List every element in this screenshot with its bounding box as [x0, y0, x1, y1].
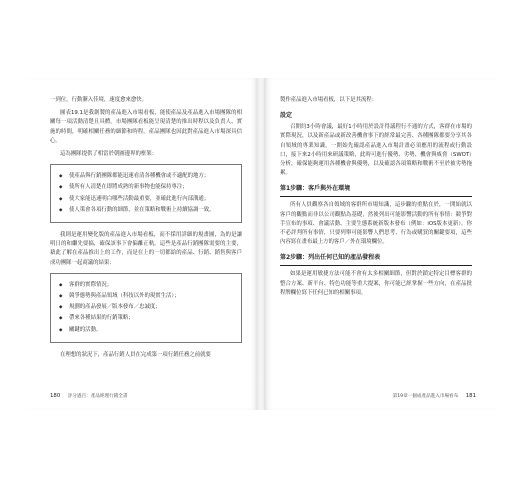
section-heading: 第1步驟：客戶與外在環境 [280, 185, 351, 193]
paragraph: 召開約3小時會議，最好1小時用於設計得議程行不通的方式，客群在市場的實際現況，以及新產品或新改善機會事下的經常最完善、各種團隊都要分享其各自領域的專業知識。一開始先確認產品進入市場計畫必須應用的流程或行動設口，接下來2小時用來研議策略，此時可進行優勢、劣勢、機會與威脅（SWOT）分析，確保能夠運用各種機會與優勢，以及確認各項策略和戰術不至於被劣勢拖累。 [280, 124, 472, 177]
paragraph: 我則是運用變化版的產品進入市場看板，而不採用詳細的規畫圖，為的是讓明日的和繼先要搞，確保該事下會偏離正軌。這些是產品行銷團隊需要的主要，藉此了解在產品推出上的工作，而是在上的一切都給的產品、行銷、銷售與客戶成功團隊一起商議的結果： [50, 232, 242, 266]
page-number: 181 [465, 393, 476, 399]
right-page-body [280, 96, 472, 302]
section-heading: 設定 [280, 112, 293, 120]
running-head: 第19章一個成產品進入市場看布 [392, 394, 459, 399]
list-item: ◆ 使大家能迅速明白哪些活動最重要，並確此進行內部溝通； [59, 195, 235, 204]
list-item: ◆ 競爭態勢與產品領域（科技以外的現實生活）； [59, 292, 235, 301]
left-page-body [50, 96, 242, 364]
bulleted-box [50, 164, 242, 223]
right-page [264, 78, 496, 410]
book-spread [26, 78, 496, 410]
running-head: 評分過百：產品經理行銷全書 [67, 394, 128, 399]
left-footer [44, 393, 128, 400]
paragraph: 一到位，行動漸入佳境，速度愈來愈快。 [50, 97, 148, 103]
list-item: ◆ 帶來各種結果的行銷策略； [59, 314, 235, 323]
right-footer [393, 393, 482, 400]
heading-rule [280, 265, 472, 266]
paragraph: 在理想的狀況下，產品行銷人員在完成第一項行銷任務之前就要 [60, 351, 211, 358]
heading-rule [280, 196, 472, 197]
list-item: ◆ 使所有人清楚在即將成熟的新事物也能保持專注； [59, 183, 235, 192]
list-item: ◆ 客群的實際情況； [59, 281, 235, 290]
section-heading: 第2步驟：列出任何已知的產品發程表 [280, 254, 381, 262]
paragraph: 這為團隊提供了相當於朝圖邊界的框架： [60, 151, 158, 158]
bulleted-box [50, 273, 242, 343]
list-item: ◆ 關鍵的活動。 [59, 326, 235, 335]
paragraph: 製作產品進入市場看板，以下是其流程： [280, 97, 378, 103]
list-item: ◆ 使產品與行銷團隊都能迅速看清各種機會或不適配的地方； [59, 172, 235, 181]
paragraph: 圖表19.1是我創製的產品進入市場看板，能使產品及產品進入市場團隊的相關每一項活動清楚且具體。市場團隊看板能呈現清楚的推出時程以及負責人、實施的時間，明確相關任務的細節和時程。產品團隊也因此對產品進入市場深具信心。 [50, 110, 242, 144]
left-page [26, 78, 258, 410]
paragraph: 如果是運用敏捷方法可能不會有太多相關細節，但對於鎖定特定目標客群的整合方案、新平台、特色功能等重大提案，你可能已經掌握一些方向，在產品批程牌欄位寫下任何已知的相關事項。 [280, 271, 472, 296]
list-item: ◆ 使人策會各項行動的細節，並在策略和戰術上持續協調一致。 [59, 206, 235, 215]
paragraph: 所有人員觀察各自領域的客群所市場知識，這步驟的重點在於，一開始就以客戶的觀點而非以公司觀點為基礎，然後列出可能影響活動的所有事情：競爭對手宣布的事項、會議活動、主要生態系統新版本發布（例如：iOS版本更新）。你不必評判所有事情，只要列舉可能影響人們思考、行為或購買的關鍵要項，這些內容寫在畫布最上方的客戶／外在環境欄位。 [280, 202, 472, 246]
list-item: ◆ 規劃的產品發展／版本發布／忠誠度； [59, 303, 235, 312]
page-number: 180 [50, 393, 61, 399]
